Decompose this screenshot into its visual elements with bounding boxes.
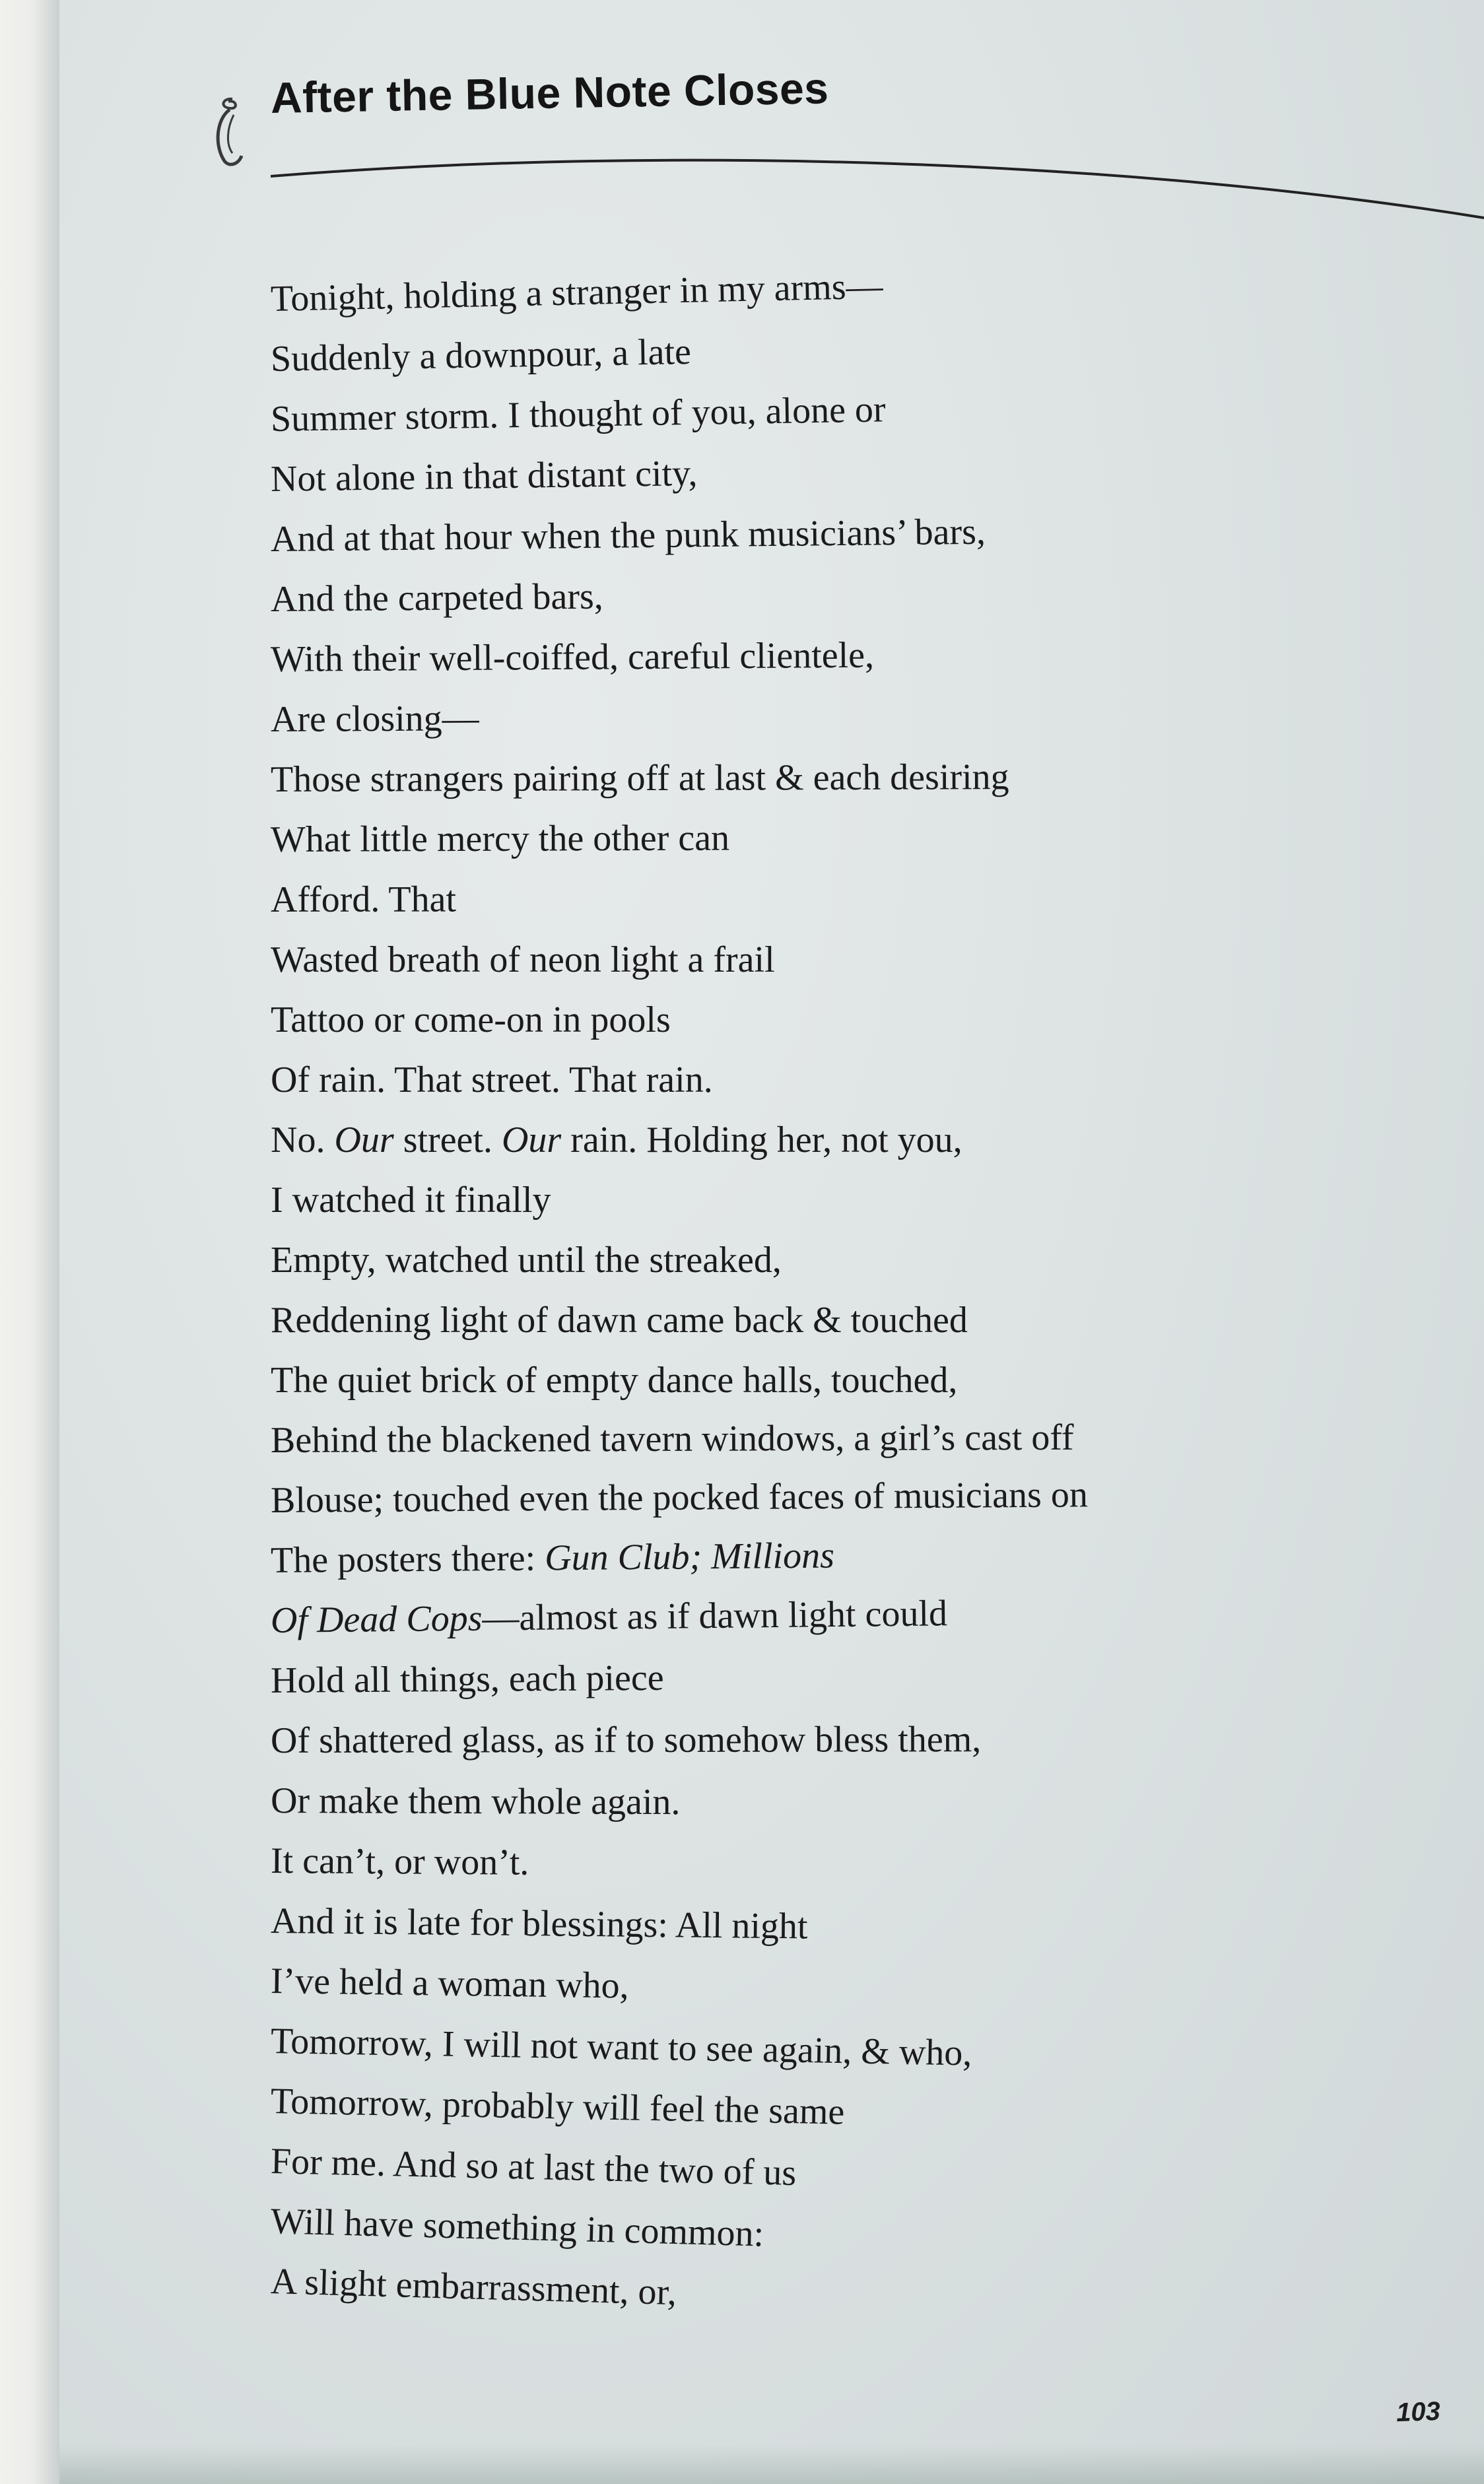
poem-line: Will have something in common: (270, 2201, 764, 2255)
poem-line-text: No. (271, 1120, 335, 1160)
script-flourish-icon (210, 92, 250, 172)
poem-line: With their well-coiffed, careful clientele, (270, 634, 875, 680)
poem-line: A slight embarrassment, or, (270, 2261, 677, 2314)
poem-title: After the Blue Note Closes (270, 63, 830, 122)
poem-line: Tonight, holding a stranger in my arms— (270, 265, 884, 319)
poem-line: Reddening light of dawn came back & touched (271, 1300, 968, 1341)
poem-line (271, 1522, 1328, 1591)
poem-line: And at that hour when the punk musicians’ bars, (270, 511, 986, 560)
poem-line-italic-text: Of Dead Cops (270, 1597, 483, 1641)
poem-line: Empty, watched until the streaked, (271, 1240, 782, 1281)
poem-line: Afford. That (270, 879, 457, 920)
poem-line: It can’t, or won’t. (270, 1840, 529, 1883)
poem-line: Blouse; touched even the pocked faces of musicians on (270, 1474, 1089, 1521)
poem-line: Tomorrow, probably will feel the same (270, 2081, 845, 2133)
poem-line: What little mercy the other can (270, 817, 730, 860)
poem-line-italic-text: Our (334, 1120, 394, 1160)
poem-line-text: rain. Holding her, not you, (561, 1120, 962, 1160)
poem-line (271, 1580, 1328, 1651)
poem-line: Are closing— (270, 698, 479, 740)
poem-line: Of shattered glass, as if to somehow bless them, (270, 1719, 982, 1761)
poem-line: For me. And so at last the two of us (270, 2141, 797, 2194)
poem-line: Those strangers pairing off at last & each desiring (270, 756, 1009, 800)
poem-line: Not alone in that distant city, (270, 452, 698, 500)
poem-body (270, 265, 1327, 2314)
poem-line: Behind the blackened tavern windows, a girl’s cast off (270, 1417, 1074, 1461)
page-number: 103 (1396, 2396, 1441, 2428)
poem-line: Tomorrow, I will not want to see again, & who, (270, 2021, 972, 2074)
poem-line: I’ve held a woman who, (270, 1961, 630, 2007)
title-underline (271, 149, 1484, 228)
poem-line: And the carpeted bars, (270, 576, 604, 620)
poem-line (271, 1110, 1327, 1170)
poem-line: Wasted breath of neon light a frail (271, 939, 775, 980)
poem-line: Suddenly a downpour, a late (270, 331, 692, 380)
poem-line: Tattoo or come-on in pools (271, 999, 671, 1040)
book-spine (0, 0, 59, 2484)
poem-line: Hold all things, each piece (270, 1657, 664, 1701)
poem-line-italic-text: Gun Club; Millions (544, 1535, 835, 1579)
poem-line-italic-text: Our (501, 1120, 562, 1160)
poem-line-text: —almost as if dawn light could (482, 1593, 948, 1639)
poem-line: Summer storm. I thought of you, alone or (270, 389, 887, 440)
poem-line: The quiet brick of empty dance halls, touched, (271, 1360, 958, 1401)
poem-line: And it is late for blessings: All night (270, 1900, 808, 1947)
poem-line-text: street. (393, 1120, 502, 1160)
page-bottom-shadow (59, 2444, 1484, 2484)
poem-line: I watched it finally (271, 1180, 551, 1221)
poem-line: Of rain. That street. That rain. (271, 1059, 713, 1100)
poem-line-text: The posters there: (270, 1537, 545, 1581)
poem-line: Or make them whole again. (270, 1780, 681, 1823)
